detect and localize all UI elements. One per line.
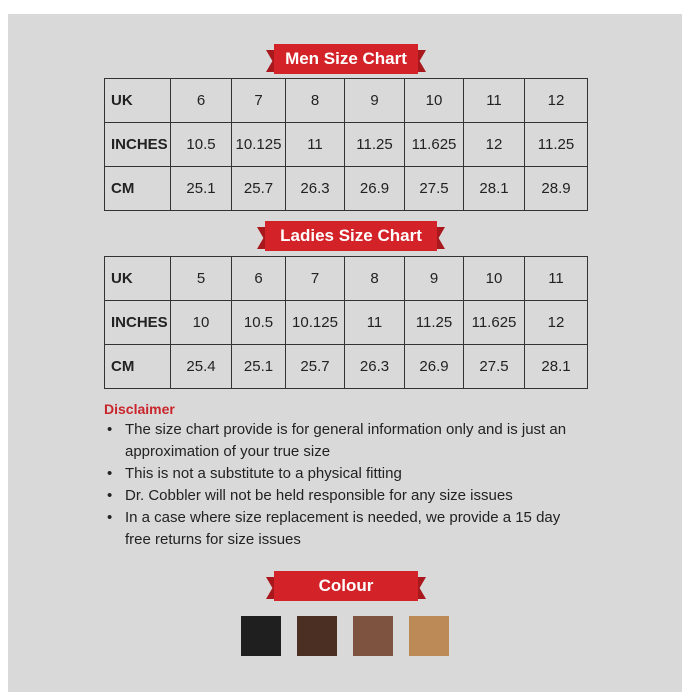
table-cell: 7 <box>232 79 286 123</box>
colour-swatch-tan[interactable] <box>409 616 449 656</box>
table-cell: 10.5 <box>171 123 232 167</box>
table-cell: 25.7 <box>232 167 286 211</box>
table-cell: 11.625 <box>464 301 525 345</box>
row-header: CM <box>105 167 171 211</box>
table-cell: 11 <box>286 123 345 167</box>
table-cell: 26.9 <box>405 345 464 389</box>
table-cell: 28.1 <box>525 345 588 389</box>
table-row <box>105 345 588 389</box>
table-cell: 5 <box>171 257 232 301</box>
table-cell: 11 <box>464 79 525 123</box>
table-cell: 11 <box>345 301 405 345</box>
disclaimer-item: • This is not a substitute to a physical fitting <box>104 463 584 485</box>
table-row <box>105 123 588 167</box>
table-cell: 25.1 <box>171 167 232 211</box>
table-cell: 11 <box>525 257 588 301</box>
disclaimer-item: • In a case where size replacement is needed, we provide a 15 day free returns for size issues <box>104 507 584 551</box>
men-size-chart-header <box>266 44 426 74</box>
table-cell: 10 <box>171 301 232 345</box>
table-cell: 28.9 <box>525 167 588 211</box>
table-cell: 11.625 <box>405 123 464 167</box>
table-cell: 11.25 <box>405 301 464 345</box>
table-cell: 6 <box>232 257 286 301</box>
table-cell: 12 <box>525 301 588 345</box>
colour-title: Colour <box>274 571 418 601</box>
table-cell: 10 <box>405 79 464 123</box>
disclaimer-item: • Dr. Cobbler will not be held responsible for any size issues <box>104 485 584 507</box>
table-cell: 28.1 <box>464 167 525 211</box>
ladies-size-table <box>104 256 588 389</box>
table-cell: 8 <box>286 79 345 123</box>
table-cell: 6 <box>171 79 232 123</box>
row-header: INCHES <box>105 301 171 345</box>
row-header: UK <box>105 257 171 301</box>
table-row <box>105 301 588 345</box>
table-cell: 26.3 <box>345 345 405 389</box>
table-cell: 8 <box>345 257 405 301</box>
table-cell: 10.125 <box>286 301 345 345</box>
colour-header <box>266 571 426 601</box>
disclaimer-item: • The size chart provide is for general information only and is just an approximation of your true size <box>104 419 584 463</box>
table-cell: 7 <box>286 257 345 301</box>
table-row <box>105 257 588 301</box>
row-header: UK <box>105 79 171 123</box>
men-size-table <box>104 78 588 211</box>
table-cell: 12 <box>525 79 588 123</box>
table-row <box>105 167 588 211</box>
table-cell: 25.1 <box>232 345 286 389</box>
row-header: INCHES <box>105 123 171 167</box>
ladies-size-chart-title: Ladies Size Chart <box>265 221 437 251</box>
table-cell: 26.9 <box>345 167 405 211</box>
table-cell: 26.3 <box>286 167 345 211</box>
table-cell: 10.5 <box>232 301 286 345</box>
table-cell: 9 <box>345 79 405 123</box>
table-cell: 9 <box>405 257 464 301</box>
colour-swatch-black[interactable] <box>241 616 281 656</box>
table-row <box>105 79 588 123</box>
table-cell: 11.25 <box>525 123 588 167</box>
table-cell: 10.125 <box>232 123 286 167</box>
colour-swatch-brown[interactable] <box>353 616 393 656</box>
ladies-size-chart-header <box>257 221 445 251</box>
disclaimer-list <box>104 419 584 551</box>
table-cell: 27.5 <box>464 345 525 389</box>
row-header: CM <box>105 345 171 389</box>
table-cell: 25.4 <box>171 345 232 389</box>
table-cell: 10 <box>464 257 525 301</box>
table-cell: 27.5 <box>405 167 464 211</box>
disclaimer-title: Disclaimer <box>104 401 175 417</box>
table-cell: 11.25 <box>345 123 405 167</box>
men-size-chart-title: Men Size Chart <box>274 44 418 74</box>
table-cell: 25.7 <box>286 345 345 389</box>
table-cell: 12 <box>464 123 525 167</box>
colour-swatch-dark-brown[interactable] <box>297 616 337 656</box>
